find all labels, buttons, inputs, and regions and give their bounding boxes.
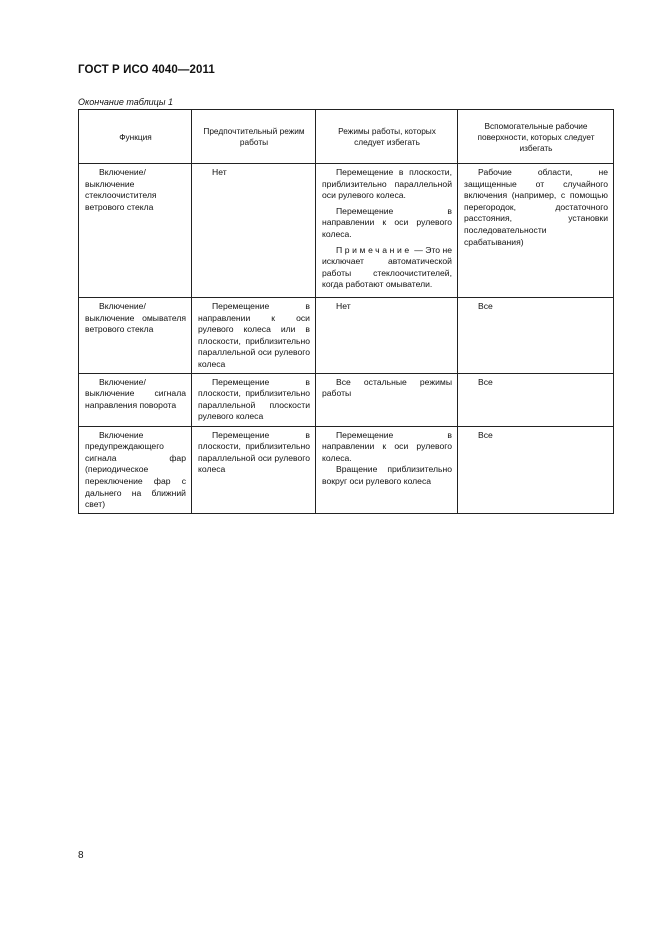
cell-avoid xyxy=(316,164,458,298)
avoid-note xyxy=(322,245,452,291)
note-label: Примечание xyxy=(336,244,412,255)
cell-avoid xyxy=(316,426,458,513)
cell-preferred: Перемещение в плоскости, приблизительно параллельной плоскости рулевого колеса xyxy=(192,373,316,426)
table-caption: Окончание таблицы 1 xyxy=(78,97,173,107)
cell-avoid: Нет xyxy=(316,298,458,374)
page-number: 8 xyxy=(78,850,84,861)
cell-preferred: Перемещение в направлении к оси рулевого колеса или в плоскости, приблизительно параллельной оси рулевого колеса xyxy=(192,298,316,374)
note-text: — Это не исключает автоматической работы стеклоочистителей, когда работают омыватели. xyxy=(322,244,452,290)
header-preferred-mode: Предпочтительный режим работы xyxy=(192,110,316,164)
cell-preferred: Перемещение в плоскости, приблизительно параллельной оси рулевого колеса xyxy=(192,426,316,513)
functions-table xyxy=(78,109,614,514)
cell-function: Включение/выключение стеклоочистителя ветрового стекла xyxy=(79,164,192,298)
cell-preferred: Нет xyxy=(192,164,316,298)
cell-aux: Все xyxy=(458,298,614,374)
header-modes-to-avoid: Режимы работы, которых следует избегать xyxy=(316,110,458,164)
cell-aux: Рабочие области, не защищенные от случайного включения (например, с помощью перегородок, достаточного расстояния, установки последовательности срабатывания) xyxy=(458,164,614,298)
avoid-paragraph: Перемещение в направлении к оси рулевого колеса. xyxy=(322,205,452,239)
cell-function: Включение/выключение сигнала направления поворота xyxy=(79,373,192,426)
cell-function: Включение предупреждающего сигнала фар (периодическое переключение фар с дальнего на ближний свет) xyxy=(79,426,192,513)
table-row xyxy=(79,373,614,426)
cell-aux: Все xyxy=(458,373,614,426)
header-function: Функция xyxy=(79,110,192,164)
avoid-paragraph: Перемещение в плоскости, приблизительно параллельной оси рулевого колеса. xyxy=(322,167,452,201)
table-row xyxy=(79,426,614,513)
avoid-paragraph: Вращение приблизительно вокруг оси рулевого колеса xyxy=(322,464,452,486)
cell-avoid: Все остальные режимы работы xyxy=(316,373,458,426)
table-row xyxy=(79,298,614,374)
cell-aux: Все xyxy=(458,426,614,513)
document-header: ГОСТ Р ИСО 4040—2011 xyxy=(78,64,215,76)
table-row xyxy=(79,164,614,298)
header-aux-surfaces: Вспомогательные рабочие поверхности, которых следует избегать xyxy=(458,110,614,164)
avoid-paragraph: Перемещение в направлении к оси рулевого колеса. xyxy=(322,429,452,463)
table-header-row xyxy=(79,110,614,164)
cell-function: Включение/выключение омывателя ветрового стекла xyxy=(79,298,192,374)
